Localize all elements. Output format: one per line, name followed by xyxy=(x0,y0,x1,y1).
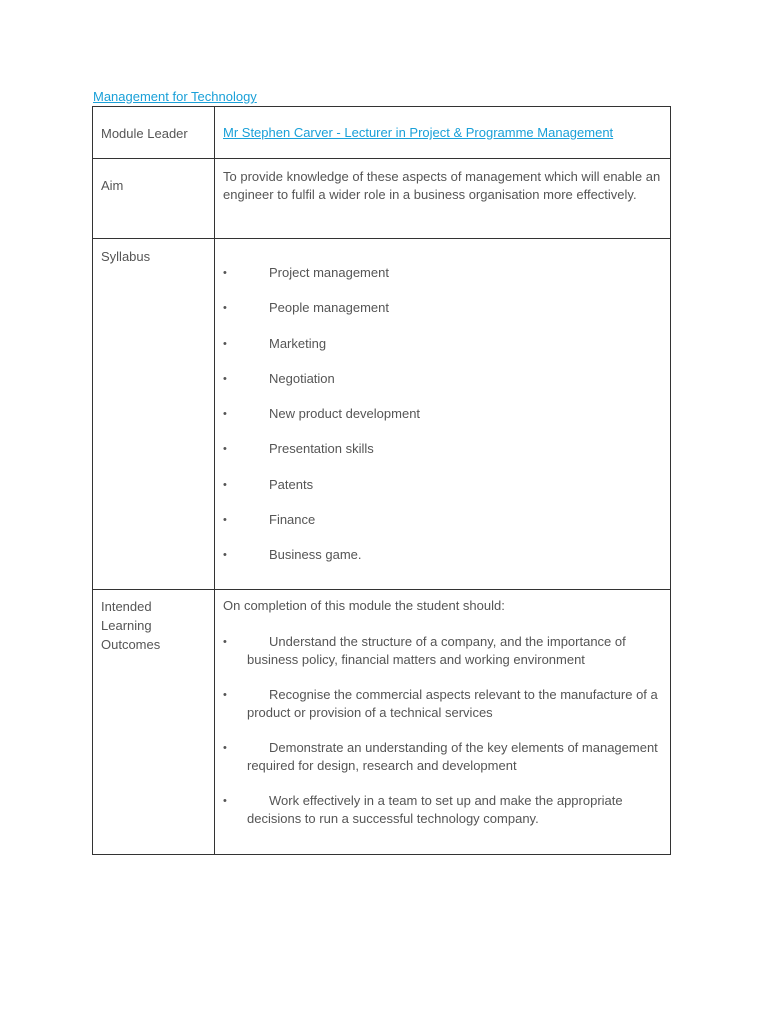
module-leader-link[interactable]: Mr Stephen Carver - Lecturer in Project & Programme Management xyxy=(223,125,614,140)
list-item: • Business game. xyxy=(223,547,362,563)
bullet-icon: • xyxy=(223,337,227,350)
label-cell xyxy=(93,107,215,159)
syllabus-label: Syllabus xyxy=(101,249,151,264)
outcomes-list xyxy=(223,633,662,828)
list-item: • Patents xyxy=(223,476,314,492)
row-aim xyxy=(93,159,671,239)
list-item: • Marketing xyxy=(223,335,327,351)
row-module-leader xyxy=(93,107,671,159)
label-cell xyxy=(93,159,215,239)
bullet-icon: • xyxy=(223,478,227,491)
row-syllabus xyxy=(93,239,671,590)
bullet-icon: • xyxy=(223,636,227,648)
value-cell xyxy=(215,159,671,239)
module-leader-label: Module Leader xyxy=(101,126,188,141)
aim-label: Aim xyxy=(101,178,124,193)
bullet-icon: • xyxy=(223,742,227,754)
label-cell xyxy=(93,239,215,590)
list-item: • Project management xyxy=(223,265,389,280)
list-item: • Understand the structure of a company, and the importance of business policy, financial matters and working environment xyxy=(223,634,626,667)
bullet-icon: • xyxy=(223,372,227,385)
bullet-icon: • xyxy=(223,443,227,456)
list-item: • Finance xyxy=(223,512,316,528)
value-cell xyxy=(215,239,671,590)
list-item: • Demonstrate an understanding of the key elements of management required for design, research and development xyxy=(223,740,658,773)
bullet-icon: • xyxy=(223,549,227,562)
value-cell xyxy=(215,590,671,855)
bullet-icon: • xyxy=(223,408,227,421)
bullet-icon: • xyxy=(223,267,227,279)
outcomes-intro: On completion of this module the student should: xyxy=(223,598,505,613)
bullet-icon: • xyxy=(223,514,227,527)
list-item: • Presentation skills xyxy=(223,441,374,457)
outcomes-label: Intended Learning Outcomes xyxy=(101,599,161,652)
list-item: • Recognise the commercial aspects relevant to the manufacture of a product or provision of a technical services xyxy=(223,687,658,720)
list-item: • Work effectively in a team to set up and make the appropriate decisions to run a successful technology company. xyxy=(223,793,623,826)
page-title-link[interactable]: Management for Technology xyxy=(93,89,257,104)
list-item: • Negotiation xyxy=(223,370,335,386)
list-item: • People management xyxy=(223,300,389,316)
module-table xyxy=(92,106,671,855)
bullet-icon: • xyxy=(223,689,227,701)
syllabus-list xyxy=(223,264,662,582)
bullet-icon: • xyxy=(223,795,227,807)
label-cell xyxy=(93,590,215,855)
row-outcomes xyxy=(93,590,671,855)
list-item: • New product development xyxy=(223,406,421,422)
bullet-icon: • xyxy=(223,302,227,315)
aim-text: To provide knowledge of these aspects of management which will enable an engineer to fulfil a wider role in a business organisation more effectively. xyxy=(223,169,661,202)
value-cell xyxy=(215,107,671,159)
